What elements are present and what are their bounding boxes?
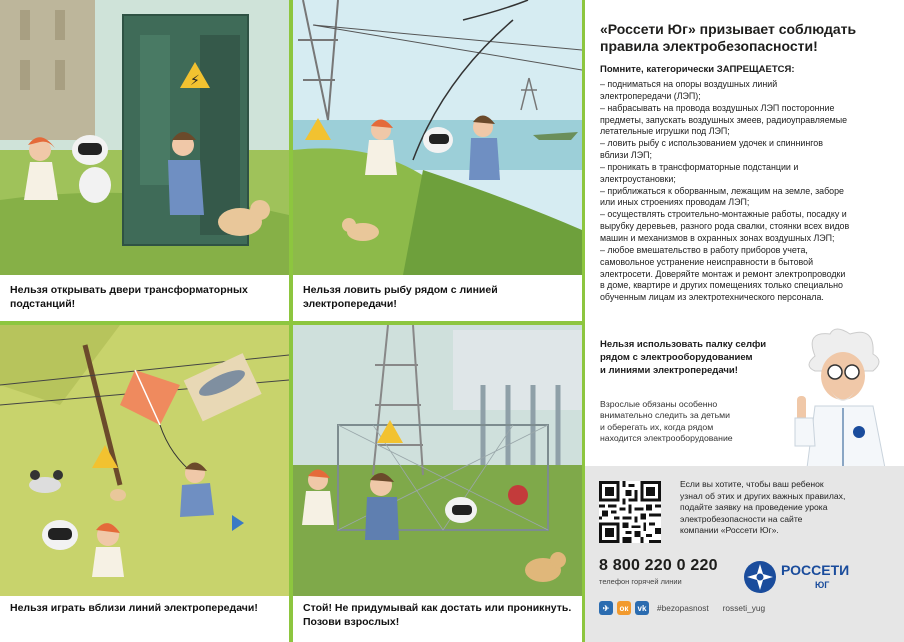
rule-line: предметы, запускать воздушных змеев, радиоуправляемые <box>600 114 848 125</box>
rule-line: или иных строениях проводам ЛЭП; <box>600 197 750 208</box>
adults-line: внимательно следить за детьми <box>600 410 731 421</box>
panel-caption: Нельзя играть вблизи линий электропередачи! <box>0 596 289 642</box>
lesson-line: электробезопасности на сайте <box>680 513 803 524</box>
social-handle[interactable]: rosseti_yug <box>722 603 766 613</box>
panel-fence <box>293 325 582 642</box>
prohibited-list <box>600 79 890 304</box>
rule-line: летательные игрушки под ЛЭП; <box>600 126 730 137</box>
rule-line: машин и механизмов в охранных зонах воздушных ЛЭП; <box>600 232 835 243</box>
footer-panel <box>585 466 904 642</box>
adults-line: находится электрооборудование <box>600 433 733 444</box>
vk-icon[interactable]: vk <box>635 601 649 615</box>
panel-playing <box>0 325 289 642</box>
telegram-icon[interactable]: ✈ <box>599 601 613 615</box>
substation-illustration <box>0 0 289 275</box>
logo-region: ЮГ <box>815 580 830 590</box>
rosseti-logo <box>743 558 873 598</box>
rule-line: вблизи ЛЭП; <box>600 150 652 161</box>
rule-line: – проникать в трансформаторные подстанции и <box>600 161 799 172</box>
rule-line: – любое вмешательство в работу приборов учета, <box>600 244 808 255</box>
rule-line: электросети. Доверяйте монтаж и ремонт электропроводки <box>600 268 846 279</box>
hotline-label: телефон горячей линии <box>599 577 682 586</box>
rule-line: – набрасывать на провода воздушных ЛЭП посторонние <box>600 102 835 113</box>
rule-line: – подниматься на опоры воздушных линий <box>600 79 778 89</box>
panel-substation <box>0 0 289 321</box>
panel-caption: Нельзя открывать двери трансформаторных подстанций! <box>0 275 289 321</box>
logo-wordmark: РОССЕТИ <box>781 562 850 578</box>
rule-line: самовольное устранение неисправности в бытовой <box>600 256 814 267</box>
rule-line: – ловить рыбу с использованием удочек и спиннингов <box>600 138 823 149</box>
panel-caption: Стой! Не придумывай как достать или проникнуть. Позови взрослых! <box>293 596 582 642</box>
rule-line: вырубку деревьев, разного рода свалки, стоянки всех видов <box>600 221 850 232</box>
lesson-line: подайте заявку на проведение урока <box>680 502 828 513</box>
rule-line: электропередачи (ЛЭП); <box>600 90 701 101</box>
panel-caption: Нельзя ловить рыбу рядом с линией электропередачи! <box>293 275 582 321</box>
lesson-line: узнал об этих и других важных правилах, <box>680 490 846 501</box>
rule-line: – осуществлять строительно-монтажные работы, посадку и <box>600 209 847 220</box>
panel-fishing <box>293 0 582 321</box>
playing-illustration <box>0 325 289 596</box>
prohibited-heading: Помните, категорически ЗАПРЕЩАЕТСЯ: <box>600 64 795 75</box>
rosseti-emblem-icon <box>743 560 777 594</box>
adults-line: Взрослые обязаны особенно <box>600 399 718 409</box>
adults-line: и оберегать их, когда рядом <box>600 421 714 432</box>
svg-text:⚡: ⚡ <box>190 73 200 89</box>
lesson-request-text <box>680 479 895 537</box>
professor-illustration <box>785 326 900 468</box>
rule-line: в доме, квартире и других помещениях только специально <box>600 280 843 291</box>
page-title: «Россети Юг» призывает соблюдать правила электробезопасности! <box>600 21 857 54</box>
adults-note <box>600 399 775 445</box>
rule-line: электроустановки; <box>600 173 676 184</box>
hashtag-text: #bezopasnost <box>657 603 709 613</box>
selfie-line: рядом с электрооборудованием <box>600 352 753 363</box>
qr-code-icon[interactable] <box>599 481 661 543</box>
lesson-line: компании «Россети Юг». <box>680 525 779 536</box>
selfie-line: Нельзя использовать палку селфи <box>600 339 767 350</box>
rule-line: обученным лицам из электротехнического персонала. <box>600 292 824 303</box>
rule-line: – приближаться к оборванным, лежащим на земле, заборе <box>600 185 844 196</box>
selfie-line: и линиями электропередачи! <box>600 365 738 376</box>
fence-illustration <box>293 325 582 596</box>
social-links <box>599 600 765 616</box>
hotline-number[interactable]: 8 800 220 0 220 <box>599 557 718 574</box>
selfie-warning <box>600 338 790 377</box>
info-column <box>585 0 904 642</box>
fishing-illustration <box>293 0 582 275</box>
lesson-line: Если вы хотите, чтобы ваш ребенок <box>680 479 824 489</box>
odnoklassniki-icon[interactable]: ок <box>617 601 631 615</box>
